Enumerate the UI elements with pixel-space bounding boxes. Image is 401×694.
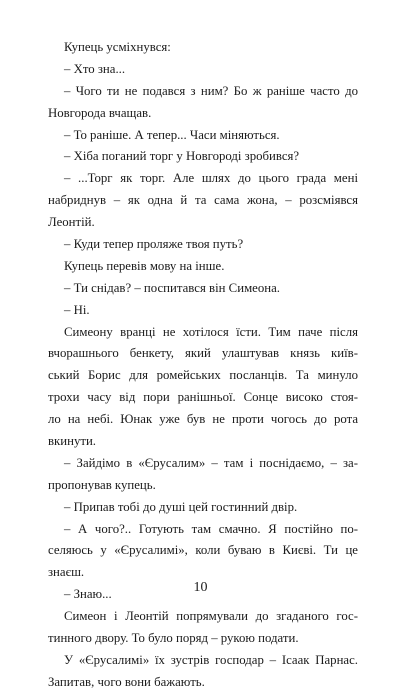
text-line: Запитав, чого вони бажають. (48, 674, 205, 689)
text-line: – То раніше. А тепер... Часи міняються. (64, 127, 280, 142)
text-line: Купець перевів мову на інше. (64, 258, 225, 273)
text-line: Симеон і Леонтій попрямували до згаданого гос- (64, 609, 358, 624)
text-line: Купець усміхнувся: (64, 40, 171, 54)
text-line: – Хіба поганий торг у Новгороді зробився? (64, 149, 300, 164)
text-line: – Ти снідав? – поспитався він Симеона. (64, 280, 280, 295)
text-line: У «Єрусалимі» їх зустрів господар – Ісаак Парнас. (64, 652, 358, 667)
text-line: тинного двору. То було поряд – рукою подати. (48, 631, 299, 646)
text-line: набриднув – як одна й та сама жона, – розсміявся (48, 193, 358, 208)
text-line: селяюсь у «Єрусалимі», коли буваю в Києві. Ти це (48, 543, 358, 558)
text-line: – Припав тобі до душі цей гостинний двір. (64, 499, 298, 514)
text-line: – Хто зна... (64, 61, 126, 76)
text-line: – Ні. (64, 302, 90, 317)
text-line: Симеону вранці не хотілося їсти. Тим паче після (64, 324, 358, 339)
text-line: – Знаю... (64, 587, 112, 602)
text-line: ло на небі. Юнак уже був не проти чогось до рота (48, 412, 358, 427)
text-line: ський Борис для ромейських посланців. Та минуло (48, 368, 358, 383)
text-line: – Куди тепер проляже твоя путь? (64, 237, 244, 252)
text-line: вкинути. (48, 434, 96, 449)
page-number: 10 (193, 580, 208, 595)
text-line: – Чого ти не подався з ним? Бо ж раніше часто до (64, 83, 358, 98)
text-line: знаєш. (48, 565, 85, 580)
text-line: Новгорода вчащав. (48, 105, 152, 120)
text-line: Леонтій. (48, 215, 95, 230)
text-line: пропонував купець. (48, 477, 156, 492)
text-line: трохи часу від пори ранішньої. Сонце високо стоя- (48, 390, 358, 405)
text-line: вчорашнього бенкету, який улаштував князь київ- (48, 346, 358, 361)
text-line: – А чого?.. Готують там смачно. Я постійно по- (64, 521, 358, 536)
text-line: – Зайдімо в «Єрусалим» – там і поснідаємо, – за- (64, 455, 358, 470)
text-line: – ...Торг як торг. Але шлях до цього града мені (64, 171, 358, 186)
